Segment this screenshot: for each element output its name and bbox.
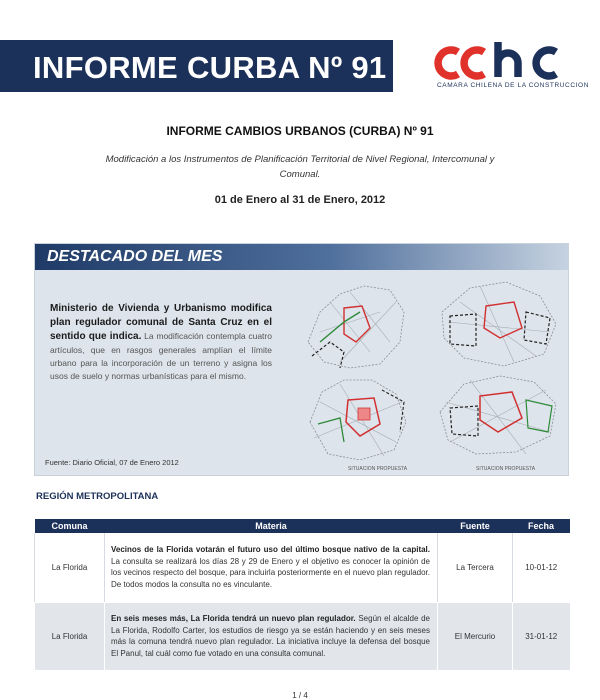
highlight-title: DESTACADO DEL MES xyxy=(47,248,223,265)
map-thumbnail-1 xyxy=(308,286,404,368)
map-thumbnail-3 xyxy=(310,380,406,460)
cell-comuna: La Florida xyxy=(35,602,105,670)
materia-body: Según el alcalde de La Florida, Rodolfo Carter, los estudios de riesgo ya se están haciendo y en seis meses más la comuna tendrá nuevo plan regulador. La iniciativa incluye la defensa del bosque El Panul, tal cuál como fue votado en una consulta comunal. xyxy=(111,614,430,658)
report-title: INFORME CAMBIOS URBANOS (CURBA) Nº 91 xyxy=(166,124,434,138)
materia-lead: Vecinos de la Florida votarán el futuro uso del último bosque nativo de la capital. xyxy=(111,545,430,555)
cell-fuente: La Tercera xyxy=(438,533,513,602)
highlight-lead: Ministerio de Vivienda y Urbanismo modifica plan regulador comunal de Santa Cruz en el sentido que indica. xyxy=(50,303,272,342)
column-header-materia: Materia xyxy=(105,519,438,533)
table-header-row xyxy=(35,519,570,533)
logo-caption: CAMARA CHILENA DE LA CONSTRUCCION xyxy=(437,82,589,89)
urban-plan-maps xyxy=(300,272,566,474)
materia-lead: En seis meses más, La Florida tendrá un nuevo plan regulador. xyxy=(111,614,356,623)
cell-materia xyxy=(105,533,438,602)
column-header-fuente: Fuente xyxy=(438,519,513,533)
map-caption-1: SITUACION PROPUESTA xyxy=(348,466,408,472)
page-number: 1 / 4 xyxy=(292,691,308,700)
table-row xyxy=(35,533,570,602)
report-date-range: 01 de Enero al 31 de Enero, 2012 xyxy=(214,194,386,206)
highlight-box xyxy=(34,243,569,476)
column-header-comuna: Comuna xyxy=(35,519,105,533)
cell-comuna: La Florida xyxy=(35,533,105,602)
cell-materia xyxy=(105,602,438,670)
map-thumbnail-4 xyxy=(440,376,556,454)
map-thumbnail-2 xyxy=(442,282,556,366)
report-subtitle: Modificación a los Instrumentos de Planificación Territorial de Nivel Regional, Intercomunal y Comunal. xyxy=(105,154,495,180)
highlight-text xyxy=(50,302,272,383)
materia-body: La consulta se realizará los días 28 y 29 de Enero y el objetivo es conocer la opinión de los vecinos respecto del bosque, para incluirla posteriormente en el nuevo plan regulador. De todos modos la consulta no es vinculante. xyxy=(111,556,430,589)
map-caption-2: SITUACION PROPUESTA xyxy=(476,466,536,472)
table-row xyxy=(35,602,570,670)
header-title: INFORME CURBA Nº 91 xyxy=(33,50,387,85)
cell-fecha: 31-01-12 xyxy=(513,602,570,670)
highlight-header xyxy=(35,244,569,270)
highlight-source: Fuente: Diario Oficial, 07 de Enero 2012 xyxy=(45,458,179,467)
changes-table xyxy=(34,519,570,671)
highlight-body: La modificación contempla cuatro artículos, que en rasgos generales amplían el límite urbano para la incorporación de un terreno y asigna los usos de suelo y normas urbanísticas para el mismo. xyxy=(50,331,272,381)
cell-fuente: El Mercurio xyxy=(438,602,513,670)
section-title: REGIÓN METROPOLITANA xyxy=(36,491,159,502)
column-header-fecha: Fecha xyxy=(513,519,570,533)
cell-fecha: 10-01-12 xyxy=(513,533,570,602)
